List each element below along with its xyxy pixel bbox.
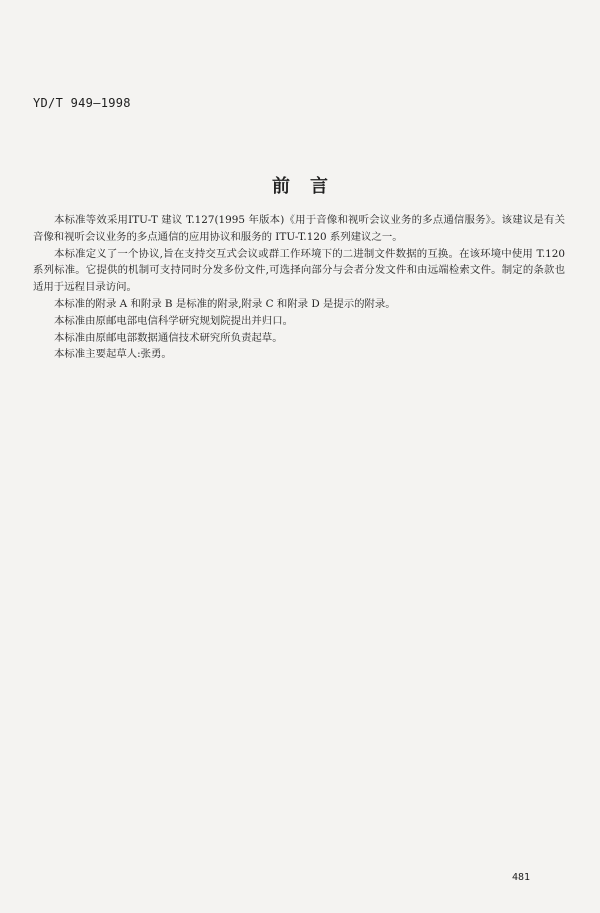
paragraph-3: 本标准的附录 A 和附录 B 是标准的附录,附录 C 和附录 D 是提示的附录。 xyxy=(54,297,396,310)
page-number: 481 xyxy=(512,872,531,883)
paragraph-2: 本标准定义了一个协议,旨在支持交互式会议或群工作环境下的二进制文件数据的互换。在该环境中使用 T.120 系列标准。它提供的机制可支持同时分发多份文件,可选择向部分与会者分发文件和由远端检索文件。制定的条款也适用于远程目录访问。 xyxy=(33,247,565,294)
paragraph-6: 本标准主要起草人:张勇。 xyxy=(54,348,172,361)
body-text xyxy=(33,212,565,363)
section-title: 前言 xyxy=(272,176,348,197)
standard-code: YD/T 949—1998 xyxy=(33,96,131,110)
paragraph-4: 本标准由原邮电部电信科学研究规划院提出并归口。 xyxy=(54,314,293,327)
paragraph-1: 本标准等效采用ITU-T 建议 T.127(1995 年版本)《用于音像和视听会议业务的多点通信服务》。该建议是有关音像和视听会议业务的多点通信的应用协议和服务的 ITU-T.120 系列建议之一。 xyxy=(33,214,565,243)
paragraph-5: 本标准由原邮电部数据通信技术研究所负责起草。 xyxy=(54,331,283,344)
